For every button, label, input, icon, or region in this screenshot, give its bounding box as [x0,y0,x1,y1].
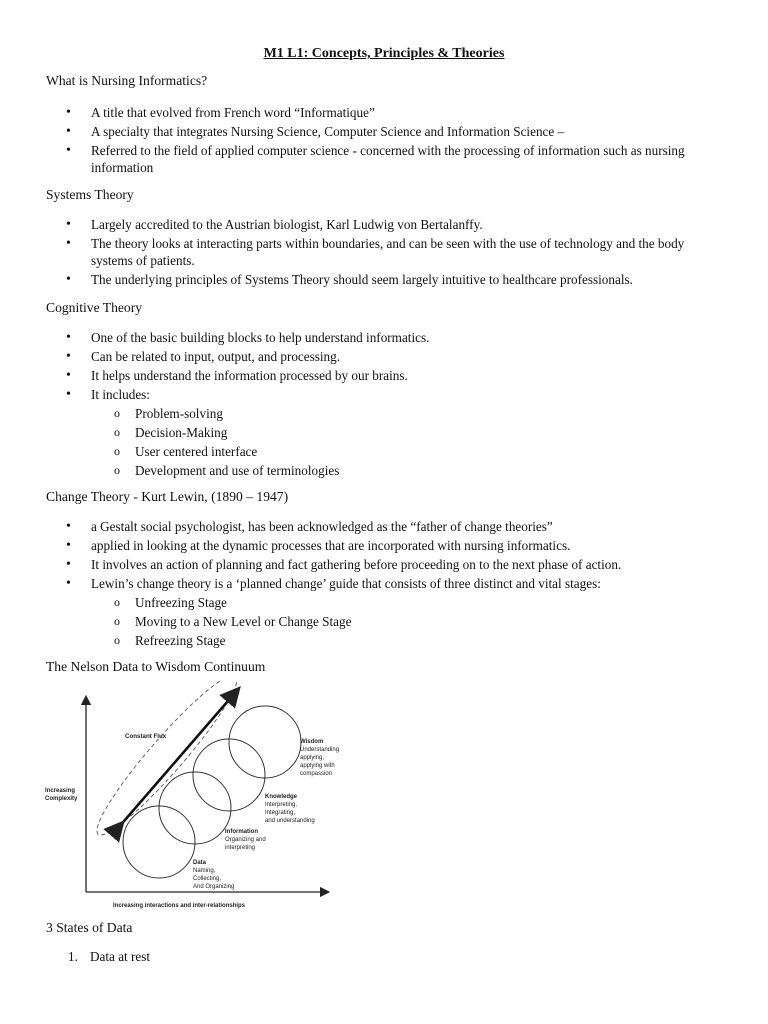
list-item: • Largely accredited to the Austrian biologist, Karl Ludwig von Bertalanffy. [0,216,720,233]
wisdom-line: Understanding [300,747,340,753]
document-title: M1 L1: Concepts, Principles & Theories [263,46,505,61]
list-number: 1. [68,949,78,964]
list-item: • It involves an action of planning and fact gathering before proceeding on to the next phase of action. [0,556,720,573]
information-line: interpreting [225,845,256,851]
sub-list-item: o Development and use of terminologies [0,462,720,479]
wisdom-line: applying, [300,755,325,761]
x-axis-label: Increasing interactions and inter-relationships [113,903,246,909]
sub-list-item: o Unfreezing Stage [0,594,720,611]
data-line: Collecting, [193,876,222,882]
knowledge-line: Integrating, [265,810,296,816]
list-nursing-informatics [0,104,720,178]
list-item: • Referred to the field of applied computer science - concerned with the processing of information such as nursing information [0,142,720,176]
sublist-cognitive [91,405,720,479]
sublist-change-stages [91,594,720,649]
list-item: • A title that evolved from French word “Informatique” [0,104,720,121]
heading-states-of-data: 3 States of Data [46,920,133,935]
list-item: • applied in looking at the dynamic processes that are incorporated with nursing informatics. [0,537,720,554]
heading-nelson-continuum: The Nelson Data to Wisdom Continuum [46,659,266,674]
list-item: • One of the basic building blocks to help understand informatics. [0,329,720,346]
list-item: • It helps understand the information processed by our brains. [0,367,720,384]
sub-list-item: o Moving to a New Level or Change Stage [0,613,720,630]
wisdom-title: Wisdom [300,739,324,745]
nelson-continuum-diagram [40,680,340,912]
sub-list-item: o Decision-Making [0,424,720,441]
y-axis-label-line2: Complexity [45,796,78,802]
sub-list-item: o User centered interface [0,443,720,460]
heading-nursing-informatics: What is Nursing Informatics? [46,73,208,88]
data-line: And Organizing [193,884,235,890]
sub-list-item: o Refreezing Stage [0,632,720,649]
knowledge-line: and understanding [265,818,315,824]
sub-list-item: o Problem-solving [0,405,720,422]
list-item: • Can be related to input, output, and processing. [0,348,720,365]
list-item [0,575,720,649]
heading-systems-theory: Systems Theory [46,187,134,202]
y-axis-label-line1: Increasing [45,788,76,794]
heading-cognitive-theory: Cognitive Theory [46,300,143,315]
list-item: • A specialty that integrates Nursing Science, Computer Science and Information Science – [0,123,720,140]
wisdom-line: applying with [300,763,335,769]
numbered-list-item [0,948,150,965]
knowledge-circle [193,739,265,811]
data-line: Naming, [193,868,216,874]
list-item-text: Lewin’s change theory is a ‘planned change’ guide that consists of three distinct and vital stages: [91,576,601,591]
wisdom-line: compassion [300,771,333,777]
information-line: Organizing and [225,837,266,843]
list-item: • a Gestalt social psychologist, has been acknowledged as the “father of change theories” [0,518,720,535]
list-systems-theory [0,216,720,290]
list-cognitive-theory [0,329,720,481]
list-item: • The theory looks at interacting parts within boundaries, and can be seen with the use of technology and the body systems of patients. [0,235,720,269]
list-item-text: It includes: [91,387,150,402]
information-title: Information [225,829,258,835]
list-item-text: Data at rest [90,949,151,964]
list-change-theory [0,518,720,651]
wisdom-circle [229,706,301,778]
knowledge-title: Knowledge [265,794,298,800]
constant-flux-arrow [118,694,234,828]
data-title: Data [193,860,207,866]
list-item [0,386,720,479]
list-states-of-data [0,948,150,965]
list-item: • The underlying principles of Systems Theory should seem largely intuitive to healthcare professionals. [0,271,720,288]
constant-flux-label: Constant Flux [125,733,167,740]
heading-change-theory: Change Theory - Kurt Lewin, (1890 – 1947) [46,489,289,504]
knowledge-line: Interpreting, [265,802,298,808]
